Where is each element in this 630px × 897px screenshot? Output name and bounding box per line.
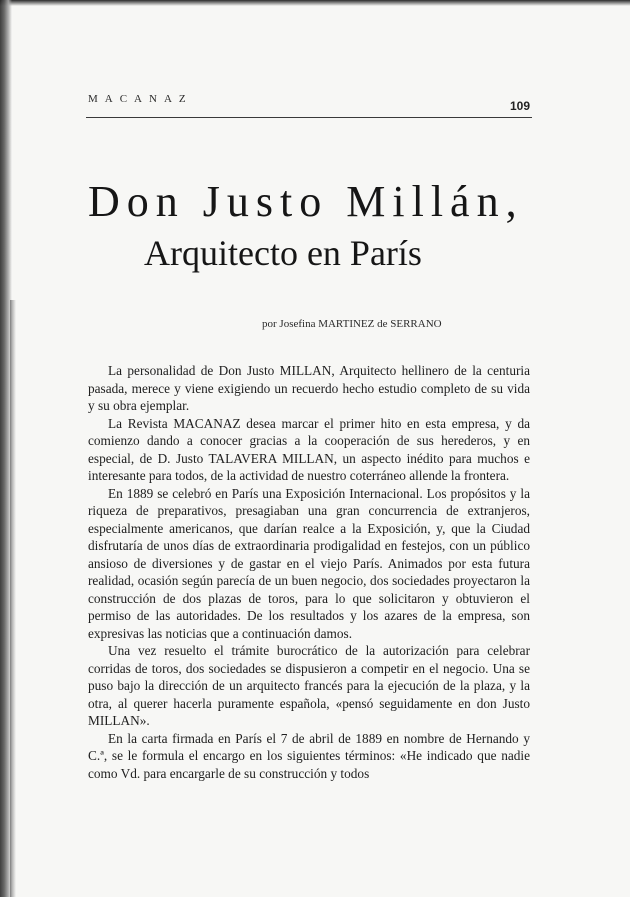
article-title-line-2: Arquitecto en París	[144, 233, 422, 273]
scan-top-edge	[0, 0, 630, 6]
paragraph: La personalidad de Don Justo MILLAN, Arquitecto hellinero de la centuria pasada, merece y viene exigiendo un recuerdo hecho estudio completo de su vida y su obra ejemplar.	[88, 363, 530, 413]
header-rule	[86, 117, 532, 118]
book-spine-shadow-inner	[10, 300, 16, 897]
author-byline: por Josefina MARTINEZ de SERRANO	[262, 318, 442, 330]
paragraph: En la carta firmada en París el 7 de abril de 1889 en nombre de Hernando y C.ª, se le formula el encargo en los siguientes términos: «He indicado que nadie como Vd. para encargarle de su construcción y todos	[88, 730, 530, 781]
article-body	[88, 362, 530, 782]
paragraph: Una vez resuelto el trámite burocrático de la autorización para celebrar corridas de toros, dos sociedades se dispusieron a competir en el negocio. Una se puso bajo la dirección de un arquitecto francés para la ejecución de la plaza, y la otra, al querer hacerla puramente española, «pensó seguidamente en don Justo MILLAN».	[88, 643, 530, 728]
page-number: 109	[510, 99, 531, 113]
paragraph: En 1889 se celebró en París una Exposición Internacional. Los propósitos y la riqueza de preparativos, presagiaban una gran concurrencia de extranjeros, especialmente americanos, que darían realce a la Exposición, y, que la Ciudad disfrutaría de unos días de extraordinaria prodigalidad en festejos, con un público ansioso de diversiones y de gastar en el viejo París. Animados por esta futura realidad, ocasión según parecía de un buen negocio, dos sociedades proyectaron la construcción de dos plazas de toros, para lo que solicitaron y obtuvieron el permiso de las autoridades. De los resultados y los azares de la empresa, son expresivas las noticias que a continuación damos.	[88, 485, 530, 641]
paragraph: La Revista MACANAZ desea marcar el primer hito en esta empresa, y da comienzo dando a conocer gracias a la cooperación de sus herederos, y en especial, de D. Justo TALAVERA MILLAN, un aspecto inédito para muchos e interesante para todos, de la actividad de nuestro coterráneo allende la frontera.	[88, 415, 530, 483]
article-title-line-1: Don Justo Millán,	[88, 177, 524, 226]
running-head: MACANAZ	[88, 93, 193, 105]
